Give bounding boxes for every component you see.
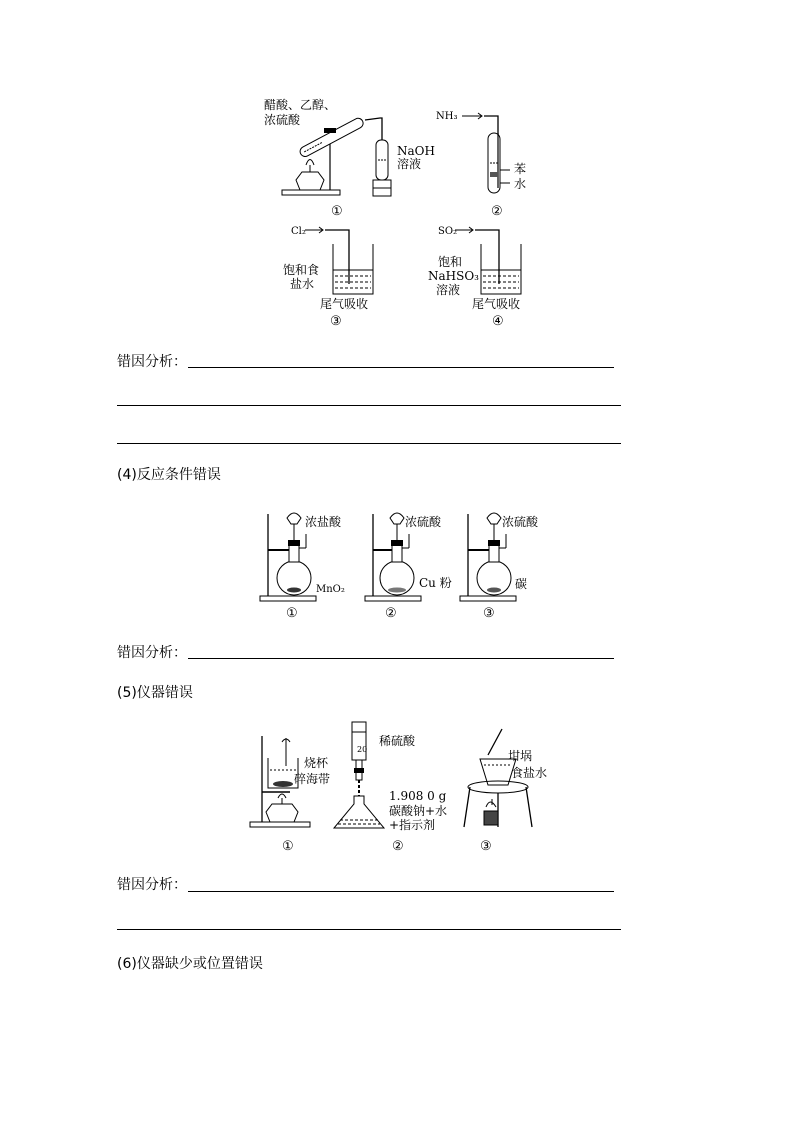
cl2-absorption-apparatus bbox=[305, 222, 385, 297]
section4-analysis-label: 错因分析： bbox=[117, 645, 187, 661]
fig1-reagents-line1: 醋酸、乙醇、 bbox=[264, 98, 337, 112]
fig3-gas-label: Cl₂ bbox=[291, 226, 306, 237]
so2-absorption-apparatus bbox=[455, 222, 535, 297]
section3-answer-line-3[interactable] bbox=[117, 443, 621, 444]
fig4-gas-label: SO₂ bbox=[438, 226, 458, 237]
titration-content-line2: +指示剂 bbox=[389, 818, 436, 832]
fig1-solution-line2: 溶液 bbox=[397, 157, 422, 171]
fig3-solution-line1: 饱和食 bbox=[283, 263, 320, 277]
cond3-solid: 碳 bbox=[515, 577, 528, 591]
fig2-number: ② bbox=[491, 204, 503, 219]
section4-heading: (4)反应条件错误 bbox=[117, 467, 221, 483]
fig1-solution-line1: NaOH bbox=[397, 144, 435, 158]
cond2-solid: Cu 粉 bbox=[419, 576, 452, 590]
cond3-number: ③ bbox=[483, 606, 495, 621]
crucible-solution: 食盐水 bbox=[511, 766, 548, 780]
heat1-seaweed: 碎海带 bbox=[294, 772, 331, 786]
cond1-number: ① bbox=[286, 606, 298, 621]
titration-content-line1: 碳酸钠+水 bbox=[389, 804, 448, 818]
fig2-gas-label: NH₃ bbox=[436, 111, 458, 122]
titration-burette-mark: 20 bbox=[357, 745, 368, 754]
cond2-acid: 浓硫酸 bbox=[405, 515, 442, 529]
nh3-absorption-apparatus bbox=[462, 108, 522, 198]
section5-analysis-label: 错因分析： bbox=[117, 877, 187, 893]
crucible-label: 坩埚 bbox=[508, 749, 533, 763]
fig4-solution-line1: 饱和 bbox=[438, 255, 463, 269]
section5-answer-line-1[interactable] bbox=[188, 891, 614, 892]
fig1-number: ① bbox=[331, 204, 343, 219]
section6-heading: (6)仪器缺少或位置错误 bbox=[117, 956, 263, 972]
crucible-apparatus bbox=[458, 725, 538, 835]
fig3-number: ③ bbox=[330, 314, 342, 329]
fig4-caption: 尾气吸收 bbox=[472, 297, 521, 311]
titration-number: ② bbox=[392, 839, 404, 854]
section5-heading: (5)仪器错误 bbox=[117, 685, 193, 701]
fig2-lower-layer: 水 bbox=[514, 177, 527, 191]
heat1-beaker: 烧杯 bbox=[304, 756, 329, 770]
fig4-solution-line2: NaHSO₃ bbox=[428, 269, 479, 283]
section3-answer-line-2[interactable] bbox=[117, 405, 621, 406]
titration-mass: 1.908 0 g bbox=[389, 789, 447, 803]
titration-acid: 稀硫酸 bbox=[379, 734, 416, 748]
fig1-reagents-line2: 浓硫酸 bbox=[264, 113, 301, 127]
cond3-acid: 浓硫酸 bbox=[502, 515, 539, 529]
section3-answer-line-1[interactable] bbox=[188, 367, 614, 368]
fig4-solution-line3: 溶液 bbox=[436, 283, 461, 297]
crucible-number: ③ bbox=[480, 839, 492, 854]
section3-analysis-label: 错因分析： bbox=[117, 354, 187, 370]
fig4-number: ④ bbox=[492, 314, 504, 329]
fig2-upper-layer: 苯 bbox=[514, 162, 527, 176]
fig3-caption: 尾气吸收 bbox=[320, 297, 369, 311]
cond1-solid: MnO₂ bbox=[316, 584, 345, 595]
heat1-number: ① bbox=[282, 839, 294, 854]
cond1-acid: 浓盐酸 bbox=[305, 515, 342, 529]
cond2-number: ② bbox=[385, 606, 397, 621]
section5-answer-line-2[interactable] bbox=[117, 929, 621, 930]
fig3-solution-line2: 盐水 bbox=[290, 277, 315, 291]
section4-answer-line-1[interactable] bbox=[188, 658, 614, 659]
